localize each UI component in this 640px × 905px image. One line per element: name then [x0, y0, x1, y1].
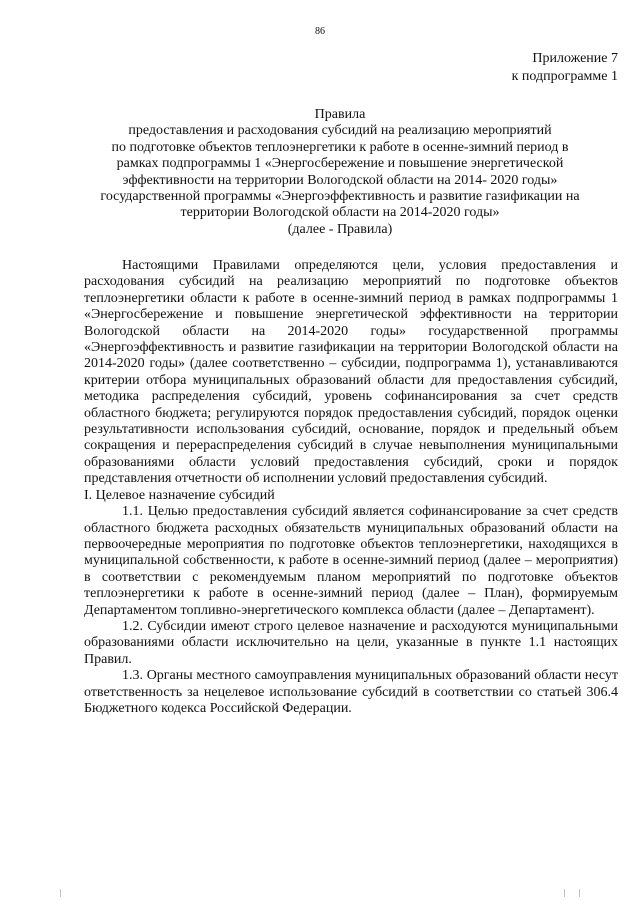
title-line-4: эффективности на территории Вологодской области на 2014- 2020 годы»	[122, 172, 558, 188]
title-line-1: предоставления и расходования субсидий на реализацию мероприятий	[128, 123, 552, 139]
title-line-2: по подготовке объектов теплоэнергетики к работе в осенне-зимний период в	[111, 139, 569, 155]
paragraph-1-2: 1.2. Субсидии имеют строго целевое назначение и расходуются муниципальными образованиями области исключительно на цели, указанные в пункте 1.1 настоящих Правил.	[84, 618, 618, 667]
document-body	[84, 258, 618, 717]
document-title	[70, 107, 610, 238]
title-line-6: территории Вологодской области на 2014-2020 годы»	[180, 205, 500, 221]
paragraph-1-1: 1.1. Целью предоставления субсидий является софинансирование за счет средств областного бюджета расходных обязательств муниципальных образований области на первоочередные мероприятия по подготовке объектов теплоэнергетики, находящихся в муниципальной собственности, к работе в осенне-зимний период (далее – мероприятия) в соответствии с рекомендуемым планом мероприятий по подготовке объектов теплоэнергетики к работе в осенне-зимний период (далее – План), формируемым Департаментом топливно-энергетического комплекса области (далее – Департамент).	[84, 504, 618, 618]
scan-artifact-left	[60, 889, 62, 897]
scan-artifact-right	[564, 889, 580, 897]
appendix-reference	[512, 50, 618, 86]
intro-paragraph: Настоящими Правилами определяются цели, условия предоставления и расходования субсидий на реализацию мероприятий по подготовке объектов теплоэнергетики области к работе в осенне-зимний период в рамках подпрограммы 1 «Энергосбережение и повышение энергетической эффективности на территории Вологодской области на 2014-2020 годы» государственной программы «Энергоэффективность и развитие газификации на территории Вологодской области на 2014-2020 годы» (далее соответственно – субсидии, подпрограмма 1), устанавливаются критерии отбора муниципальных образований области для предоставления субсидий, методика распределения субсидий, уровень софинансирования за счет средств областного бюджета; регулируются порядок предоставления субсидий, порядок оценки результативности использования субсидий, основание, порядок и предельный объем сокращения и перераспределения субсидий в случае невыполнения муниципальными образованиями области условий предоставления субсидий, сроки и порядок представления отчетности об исполнении условий предоставления субсидий.	[84, 258, 618, 487]
page-number: 86	[315, 26, 325, 37]
title-line-7: (далее - Правила)	[287, 221, 393, 237]
paragraph-1-3: 1.3. Органы местного самоуправления муниципальных образований области несут ответственность за нецелевое использование субсидий в соответствии со статьей 306.4 Бюджетного кодекса Российской Федерации.	[84, 668, 618, 716]
appendix-line-1: Приложение 7	[532, 51, 618, 66]
section-1-heading: I. Целевое назначение субсидий	[84, 487, 275, 503]
title-line-5: государственной программы «Энергоэффективность и развитие газификации на	[100, 189, 580, 205]
title-heading: Правила	[314, 107, 366, 122]
appendix-line-2: к подпрограмме 1	[511, 69, 618, 84]
title-line-3: рамках подпрограммы 1 «Энергосбережение и повышение энергетической	[116, 156, 564, 172]
